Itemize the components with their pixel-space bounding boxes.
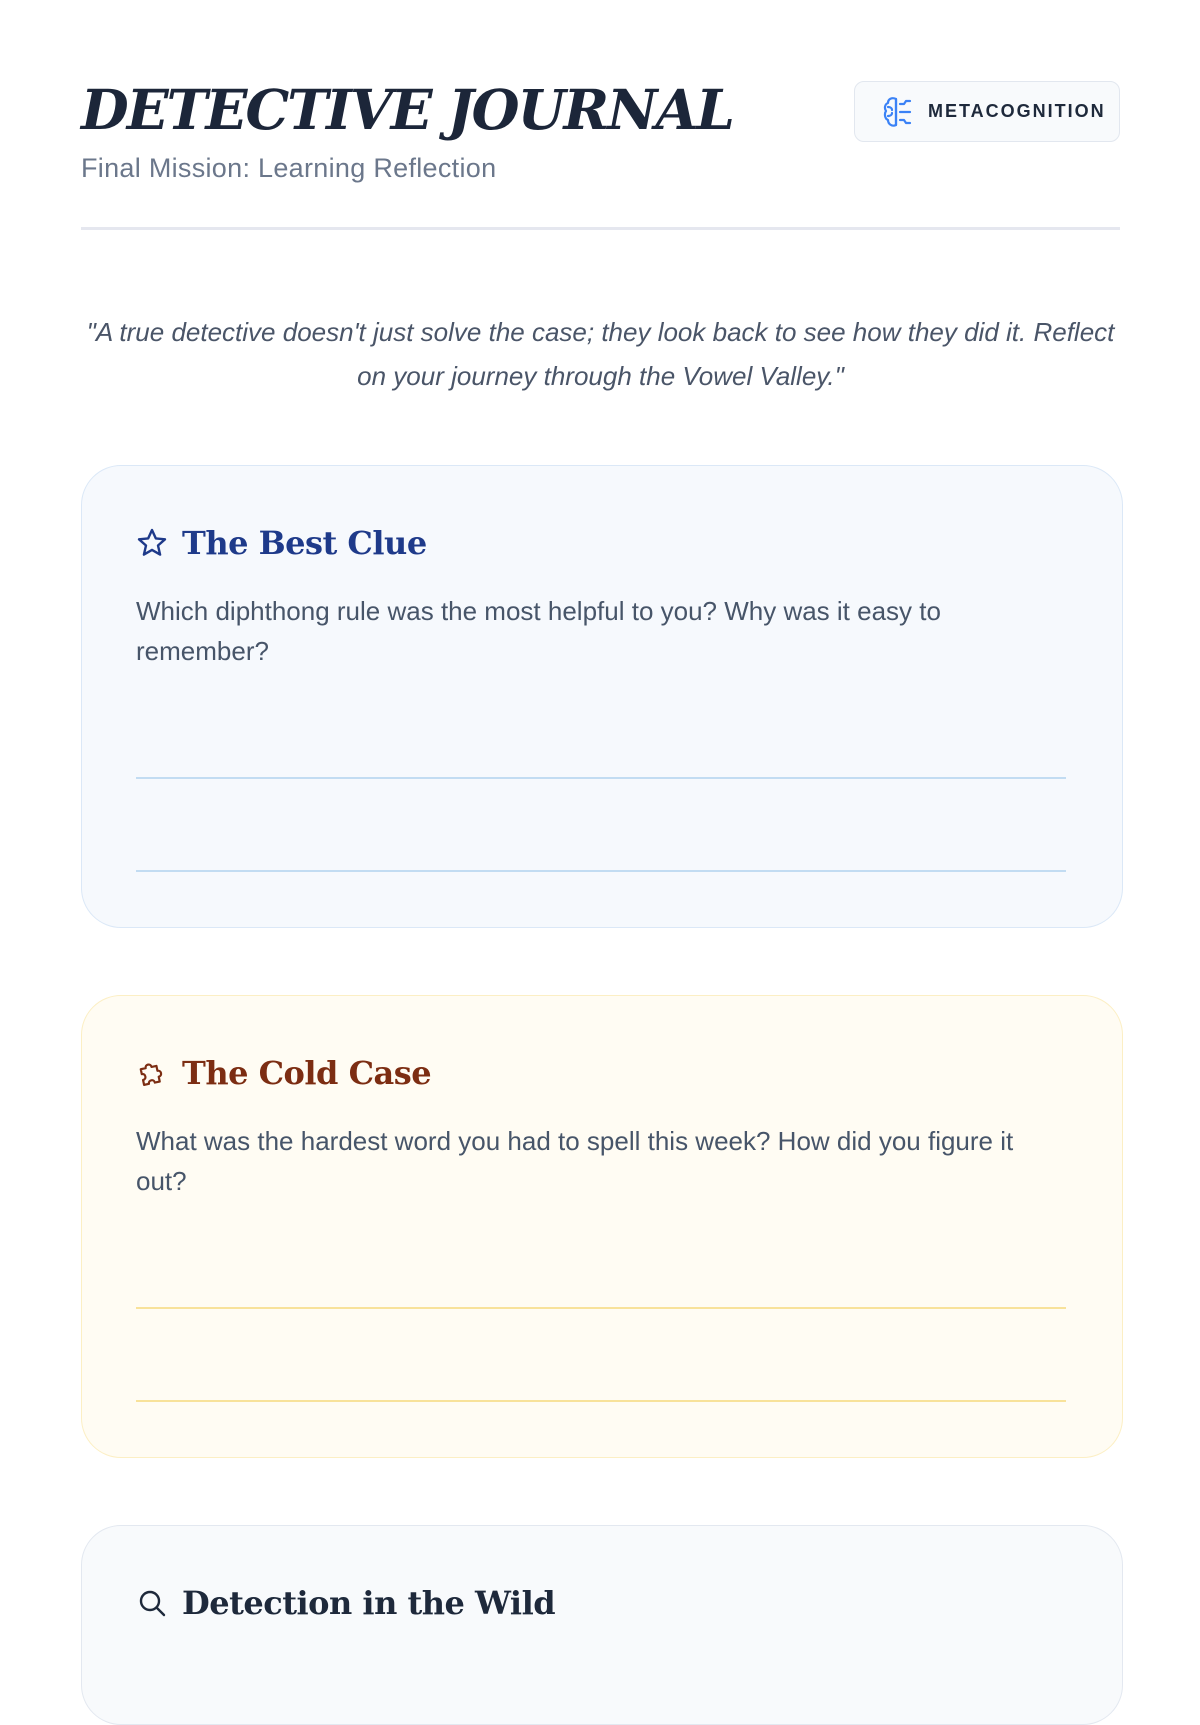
brain-icon [882, 95, 914, 129]
star-icon [136, 527, 168, 559]
answer-line[interactable] [136, 870, 1066, 872]
card-title: The Cold Case [182, 1054, 432, 1092]
magnifier-icon [136, 1587, 168, 1619]
page-subtitle: Final Mission: Learning Reflection [81, 153, 497, 183]
card-detection-in-the-wild [81, 1525, 1123, 1725]
answer-line[interactable] [136, 1307, 1066, 1309]
card-cold-case [81, 995, 1123, 1458]
puzzle-icon [136, 1057, 168, 1089]
reflection-quote: "A true detective doesn't just solve the case; they look back to see how they did it. Reflect on your journey through the Vowel Valley." [86, 317, 1115, 391]
badge-label: METACOGNITION [928, 101, 1106, 121]
metacognition-badge [854, 81, 1120, 142]
answer-line[interactable] [136, 1400, 1066, 1402]
card-title-row [136, 1054, 431, 1092]
card-title-row [136, 1584, 555, 1622]
answer-line[interactable] [136, 777, 1066, 779]
card-title: Detection in the Wild [182, 1584, 556, 1622]
journal-header [81, 77, 1120, 230]
page-title: DETECTIVE JOURNAL [81, 77, 733, 142]
card-question: Which diphthong rule was the most helpful to you? Why was it easy to remember? [136, 596, 941, 666]
card-question: What was the hardest word you had to spell this week? How did you figure it out? [136, 1126, 1014, 1196]
card-title: The Best Clue [182, 524, 427, 562]
card-best-clue [81, 465, 1123, 928]
card-title-row [136, 524, 427, 562]
